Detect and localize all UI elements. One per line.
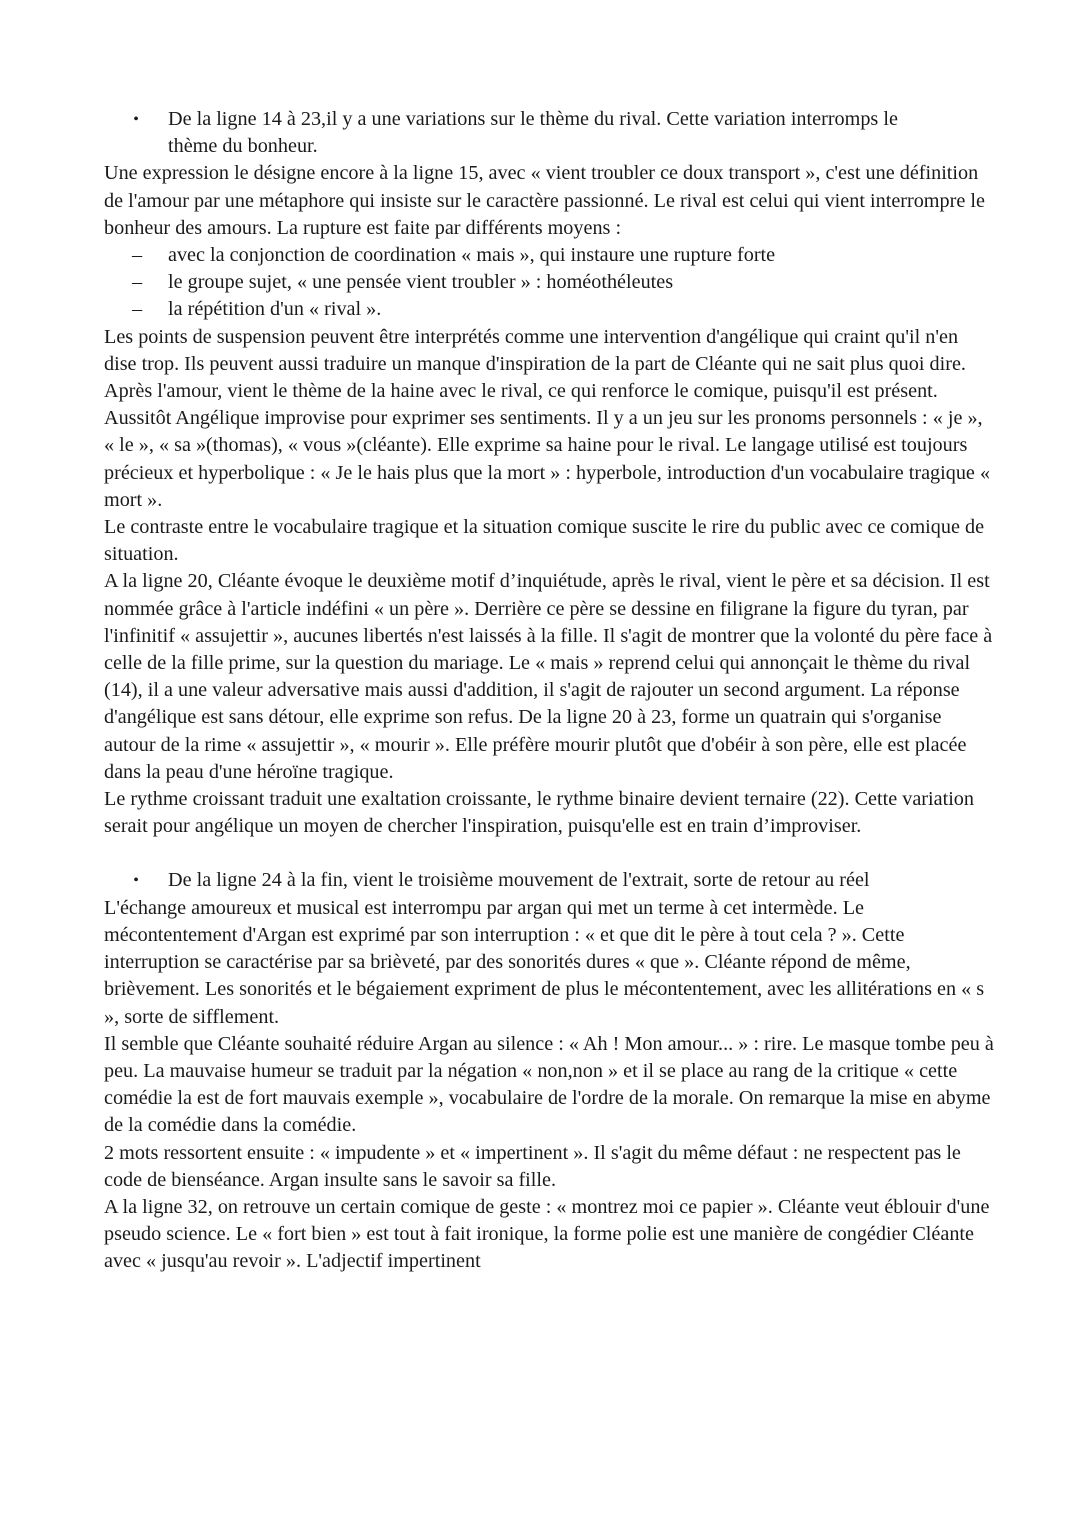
paragraph: Le rythme croissant traduit une exaltation croissante, le rythme binaire devient ternaire (22). Cette variation serait pour angélique un moyen de chercher l'inspiration, puisqu'elle est en train d’improviser.	[104, 788, 974, 838]
paragraph: Les points de suspension peuvent être interprétés comme une intervention d'angélique qui craint qu'il n'en dise trop. Ils peuvent aussi traduire un manque d'inspiration de la part de Cléante qui ne sait plus quoi dire.	[104, 325, 966, 375]
dash-icon: –	[132, 271, 143, 294]
section1-intro: Une expression le désigne encore à la ligne 15, avec « vient troubler ce doux transport », c'est une définition de l'amour par une métaphore qui insiste sur le caractère passionné. Le rival est celui qui vient interrompre le bonheur des amours. La rupture est faite par différents moyens :	[104, 162, 985, 239]
paragraph: A la ligne 20, Cléante évoque le deuxième motif d’inquiétude, après le rival, vient le père et sa décision. Il est nommée grâce à l'article indéfini « un père ». Derrière ce père se dessine en filigrane la figure du tyran, par l'infinitif « assujettir », aucunes libertés n'est laissés à la fille. Il s'agit de montrer que la volonté du père face à celle de la fille prime, sur la question du mariage. Le « mais » reprend celui qui annonçait le thème du rival (14), il a une valeur adversative mais aussi d'addition, il s'agit de rajouter un second argument. La réponse d'angélique est sans détour, elle exprime son refus. De la ligne 20 à 23, forme un quatrain qui s'organise autour de la rime « assujettir », « mourir ». Elle préfère mourir plutôt que d'obéir à son père, elle est placée dans la peau d'une héroïne tragique.	[104, 570, 993, 783]
bullet-icon: •	[133, 872, 139, 890]
paragraph: Le contraste entre le vocabulaire tragique et la situation comique suscite le rire du public avec ce comique de situation.	[104, 516, 985, 566]
paragraph: A la ligne 32, on retrouve un certain comique de geste : « montrez moi ce papier ». Cléante veut éblouir d'une pseudo science. Le « fort bien » est tout à fait ironique, la forme polie est une manière de congédier Cléante avec « jusqu'au revoir ». L'adjectif impertinent	[104, 1195, 990, 1273]
dash-item-text: la répétition d'un « rival ».	[168, 298, 382, 321]
dash-item-text: avec la conjonction de coordination « mais », qui instaure une rupture forte	[168, 244, 776, 267]
paragraph: Il semble que Cléante souhaité réduire Argan au silence : « Ah ! Mon amour... » : rire. Le masque tombe peu à peu. La mauvaise humeur se traduit par la négation « non,non » et il se place au rang de la critique « cette comédie la est de fort mauvais exemple », vocabulaire de l'ordre de la morale. On remarque la mise en abyme de la comédie dans la comédie.	[104, 1032, 994, 1137]
dash-item	[104, 242, 994, 269]
dash-item	[104, 296, 994, 323]
section2-bullet	[104, 867, 994, 894]
section2-bullet-text: De la ligne 24 à la fin, vient le troisième mouvement de l'extrait, sorte de retour au réel	[168, 869, 870, 892]
section1-bullet-text: De la ligne 14 à 23,il y a une variations sur le thème du rival. Cette variation interromps le thème du bonheur.	[168, 108, 898, 158]
dash-item-text: le groupe sujet, « une pensée vient troubler » : homéothéleutes	[168, 271, 674, 294]
dash-icon: –	[132, 244, 143, 267]
dash-icon: –	[132, 298, 143, 321]
section1-bullet	[104, 106, 994, 160]
paragraph: 2 mots ressortent ensuite : « impudente » et « impertinent ». Il s'agit du même défaut : ne respectent pas le code de bienséance. Argan insulte sans le savoir sa fille.	[104, 1141, 961, 1191]
dash-item	[104, 269, 994, 296]
bullet-icon: •	[133, 111, 139, 128]
paragraph: L'échange amoureux et musical est interrompu par argan qui met un terme à cet intermède. Le mécontentement d'Argan est exprimé par son interruption : « et que dit le père à tout cela ? ». Cette interruption se caractérise par sa brièveté, par des sonorités dures « que ». Cléante répond de même, brièvement. Les sonorités et le bégaiement expriment de plus le mécontentement, avec les allitérations en « s », sorte de sifflement.	[104, 896, 985, 1028]
paragraph: Après l'amour, vient le thème de la haine avec le rival, ce qui renforce le comique, puisqu'il est présent. Aussitôt Angélique improvise pour exprimer ses sentiments. Il y a un jeu sur les pronoms personnels : « je », « le », « sa »(thomas), « vous »(cléante). Elle exprime sa haine pour le rival. Le langage utilisé est toujours précieux et hyperbolique : « Je le hais plus que la mort » : hyperbole, introduction d'un vocabulaire tragique « mort ».	[104, 380, 991, 511]
document-body	[104, 106, 994, 1276]
section-spacer	[104, 840, 994, 867]
